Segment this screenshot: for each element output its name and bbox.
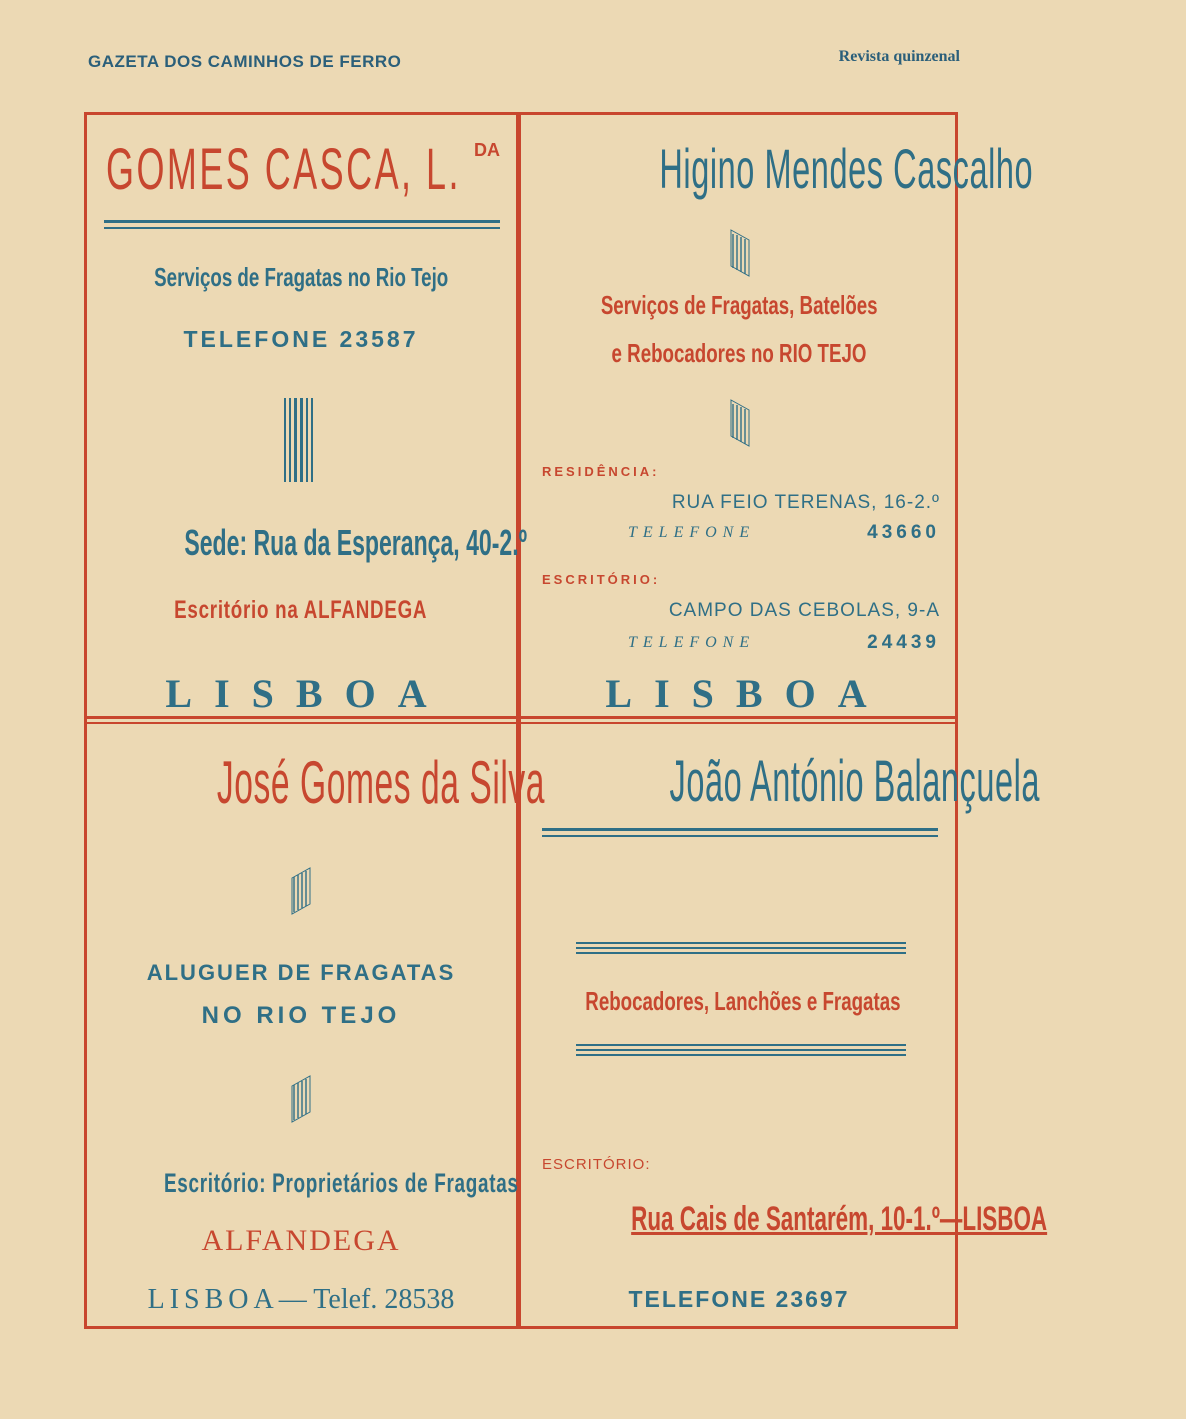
ad3-line2-place: RIO TEJO bbox=[256, 1002, 401, 1029]
ad3-alfandega: ALFANDEGA bbox=[201, 1224, 401, 1257]
ad1-services: Serviços de Fragatas no Rio Tejo bbox=[153, 262, 449, 292]
ad4-services: Rebocadores, Lanchões e Fragatas bbox=[585, 986, 901, 1016]
ad3-line2-wrap bbox=[88, 1002, 514, 1030]
ad1-phone: TELEFONE 23587 bbox=[183, 326, 419, 352]
ad4-address-wrap bbox=[524, 1200, 1048, 1239]
ad2-services-1: Serviços de Fragatas, Batelões bbox=[600, 290, 878, 320]
ad2-title-wrap bbox=[524, 136, 1034, 201]
ad1-rule-top bbox=[104, 220, 500, 223]
ad2-escritorio-tel: 24439 bbox=[867, 632, 940, 653]
ad2-escritorio-address: CAMPO DAS CEBOLAS, 9-A bbox=[668, 600, 940, 621]
ad2-ornament-top bbox=[727, 230, 753, 276]
header-magazine-title: GAZETA DOS CAMINHOS DE FERRO bbox=[88, 52, 402, 71]
ad1-title: GOMES CASCA, L. bbox=[106, 137, 461, 202]
ad1-sede: Sede: Rua da Esperança, 40-2.º bbox=[184, 522, 528, 563]
ad3-ornament-top bbox=[288, 868, 314, 914]
ad1-title-superscript: DA bbox=[474, 140, 500, 160]
ad3-title-wrap bbox=[88, 748, 546, 817]
ad2-residencia-label: RESIDÊNCIA: bbox=[542, 464, 660, 479]
ad1-sede-wrap bbox=[88, 522, 528, 564]
ad4-title: João António Balançuela bbox=[669, 749, 1040, 814]
ad1-escritorio-place: ALFANDEGA bbox=[304, 596, 428, 624]
ad1-escritorio-prefix: Escritório na bbox=[174, 596, 305, 624]
ad2-services-1-wrap bbox=[524, 290, 954, 321]
ad1-escritorio-wrap bbox=[88, 596, 514, 625]
ad3-footer-tel: — Telef. 28538 bbox=[278, 1284, 455, 1315]
ad2-city: LISBOA bbox=[605, 671, 889, 716]
ad2-services-2-place: RIO TEJO bbox=[779, 338, 867, 368]
ad2-title: Higino Mendes Cascalho bbox=[659, 137, 1034, 200]
ad2-escritorio-label: ESCRITÓRIO: bbox=[542, 572, 661, 587]
ad4-phone: TELEFONE 23697 bbox=[628, 1286, 850, 1312]
ad1-rule-bottom bbox=[104, 227, 500, 229]
ad-joao-antonio-balancuela bbox=[524, 728, 1048, 1325]
ad3-footer bbox=[88, 1284, 514, 1316]
ad2-services-2-prefix: e Rebocadores no bbox=[611, 338, 780, 368]
ad2-residencia-tel: 43660 bbox=[867, 522, 940, 543]
ad2-escritorio-tel-label: TELEFONE bbox=[628, 634, 756, 651]
ad4-rule-bottom bbox=[542, 835, 938, 837]
ad3-ornament-bottom bbox=[288, 1076, 314, 1122]
ad4-services-wrap bbox=[524, 986, 954, 1017]
ad3-escritorio: Escritório: Proprietários de Fragatas bbox=[163, 1168, 519, 1198]
ad1-title-wrap bbox=[88, 136, 532, 203]
ad4-rule-top bbox=[542, 828, 938, 831]
ad2-services-2-wrap bbox=[524, 338, 954, 369]
ad-jose-gomes-da-silva bbox=[88, 728, 546, 1325]
ad2-residencia-phone-row bbox=[628, 524, 755, 542]
ad1-city: LISBOA bbox=[165, 671, 449, 716]
ad3-line1: ALUGUER DE FRAGATAS bbox=[146, 960, 456, 985]
ad4-address: Rua Cais de Santarém, 10-1.º—LISBOA bbox=[631, 1200, 1048, 1238]
ad1-line1-wrap bbox=[88, 262, 514, 293]
ad3-footer-city: LISBOA bbox=[147, 1284, 279, 1315]
ad4-escritorio-label: ESCRITÓRIO: bbox=[542, 1156, 651, 1173]
ad-gomes-casca bbox=[88, 118, 528, 718]
ad3-title: José Gomes da Silva bbox=[216, 749, 546, 816]
ad2-residencia-tel-label: TELEFONE bbox=[628, 524, 756, 541]
ad3-line2-prefix: NO bbox=[201, 1002, 257, 1029]
ad2-ornament-bottom bbox=[727, 400, 753, 446]
ad3-escritorio-wrap bbox=[88, 1168, 519, 1199]
ad2-residencia-address: RUA FEIO TERENAS, 16-2.º bbox=[671, 492, 940, 513]
ad1-stripes-ornament bbox=[284, 398, 314, 482]
ad2-escritorio-phone-row bbox=[628, 634, 755, 652]
ad4-title-wrap bbox=[524, 748, 1040, 815]
header-subtitle: Revista quinzenal bbox=[838, 48, 960, 65]
ad-higino-mendes-cascalho bbox=[524, 118, 1034, 718]
